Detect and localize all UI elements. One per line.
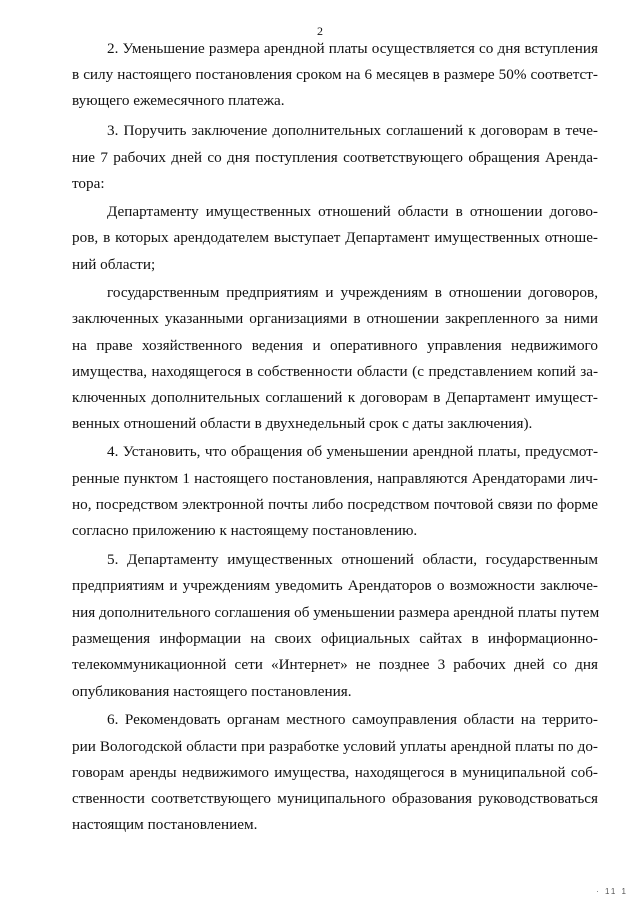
paragraph-3-line-3: тора: bbox=[72, 175, 105, 192]
paragraph-6-line-5: настоящим постановлением. bbox=[72, 816, 258, 833]
department-item-line-1: Департаменту имущественных отношений области в отношении догово- bbox=[107, 203, 598, 220]
enterprises-item-line-5: ключенных дополнительных соглашений к договорам в Департамент имущест- bbox=[72, 389, 598, 406]
paragraph-4-line-2: ренные пунктом 1 настоящего постановления, направляются Арендаторами лич- bbox=[72, 470, 598, 487]
paragraph-2-line-3: вующего ежемесячного платежа. bbox=[72, 92, 285, 109]
paragraph-6-line-4: ственности соответствующего муниципального образования руководствоваться bbox=[72, 790, 598, 807]
enterprises-item-line-2: заключенных указанными организациями в отношении закрепленного за ними bbox=[72, 310, 598, 327]
paragraph-3-line-1: 3. Поручить заключение дополнительных соглашений к договорам в тече- bbox=[107, 122, 598, 139]
scan-corner-marks: · 11 1 bbox=[596, 887, 628, 896]
paragraph-5-line-3: ния дополнительного соглашения об уменьшении размера арендной платы путем bbox=[72, 604, 600, 621]
enterprises-item-line-3: на праве хозяйственного ведения и оперативного управления недвижимого bbox=[72, 337, 598, 354]
page-number: 2 bbox=[317, 24, 323, 38]
paragraph-4-line-4: согласно приложению к настоящему постановлению. bbox=[72, 522, 418, 539]
paragraph-5-line-6: опубликования настоящего постановления. bbox=[72, 683, 352, 700]
paragraph-6-line-3: говорам аренды недвижимого имущества, находящегося в муниципальной соб- bbox=[72, 764, 598, 781]
enterprises-item-line-4: имущества, находящегося в собственности области (с представлением копий за- bbox=[72, 363, 598, 380]
paragraph-6-line-2: рии Вологодской области при разработке условий уплаты арендной платы по до- bbox=[72, 738, 598, 755]
department-item-line-3: ний области; bbox=[72, 256, 156, 273]
paragraph-2-line-1: 2. Уменьшение размера арендной платы осуществляется со дня вступления bbox=[107, 40, 598, 57]
paragraph-5-line-2: предприятиям и учреждениям уведомить Арендаторов о возможности заключе- bbox=[72, 577, 598, 594]
paragraph-2-line-2: в силу настоящего постановления сроком на 6 месяцев в размере 50% соответст- bbox=[72, 66, 598, 83]
paragraph-5-line-1: 5. Департаменту имущественных отношений области, государственным bbox=[107, 551, 598, 568]
paragraph-5-line-4: размещения информации на своих официальных сайтах в информационно- bbox=[72, 630, 598, 647]
paragraph-4-line-3: но, посредством электронной почты либо посредством почтовой связи по форме bbox=[72, 496, 598, 513]
enterprises-item-line-6: венных отношений области в двухнедельный срок с даты заключения). bbox=[72, 415, 533, 432]
paragraph-5-line-5: телекоммуникационной сети «Интернет» не позднее 3 рабочих дней со дня bbox=[72, 656, 598, 673]
enterprises-item-line-1: государственным предприятиям и учреждениям в отношении договоров, bbox=[107, 284, 598, 301]
department-item-line-2: ров, в которых арендодателем выступает Департамент имущественных отноше- bbox=[72, 229, 598, 246]
paragraph-3-line-2: ние 7 рабочих дней со дня поступления соответствующего обращения Арендa- bbox=[72, 149, 598, 166]
paragraph-6-line-1: 6. Рекомендовать органам местного самоуправления области на террито- bbox=[107, 711, 598, 728]
paragraph-4-line-1: 4. Установить, что обращения об уменьшении арендной платы, предусмот- bbox=[107, 443, 598, 460]
